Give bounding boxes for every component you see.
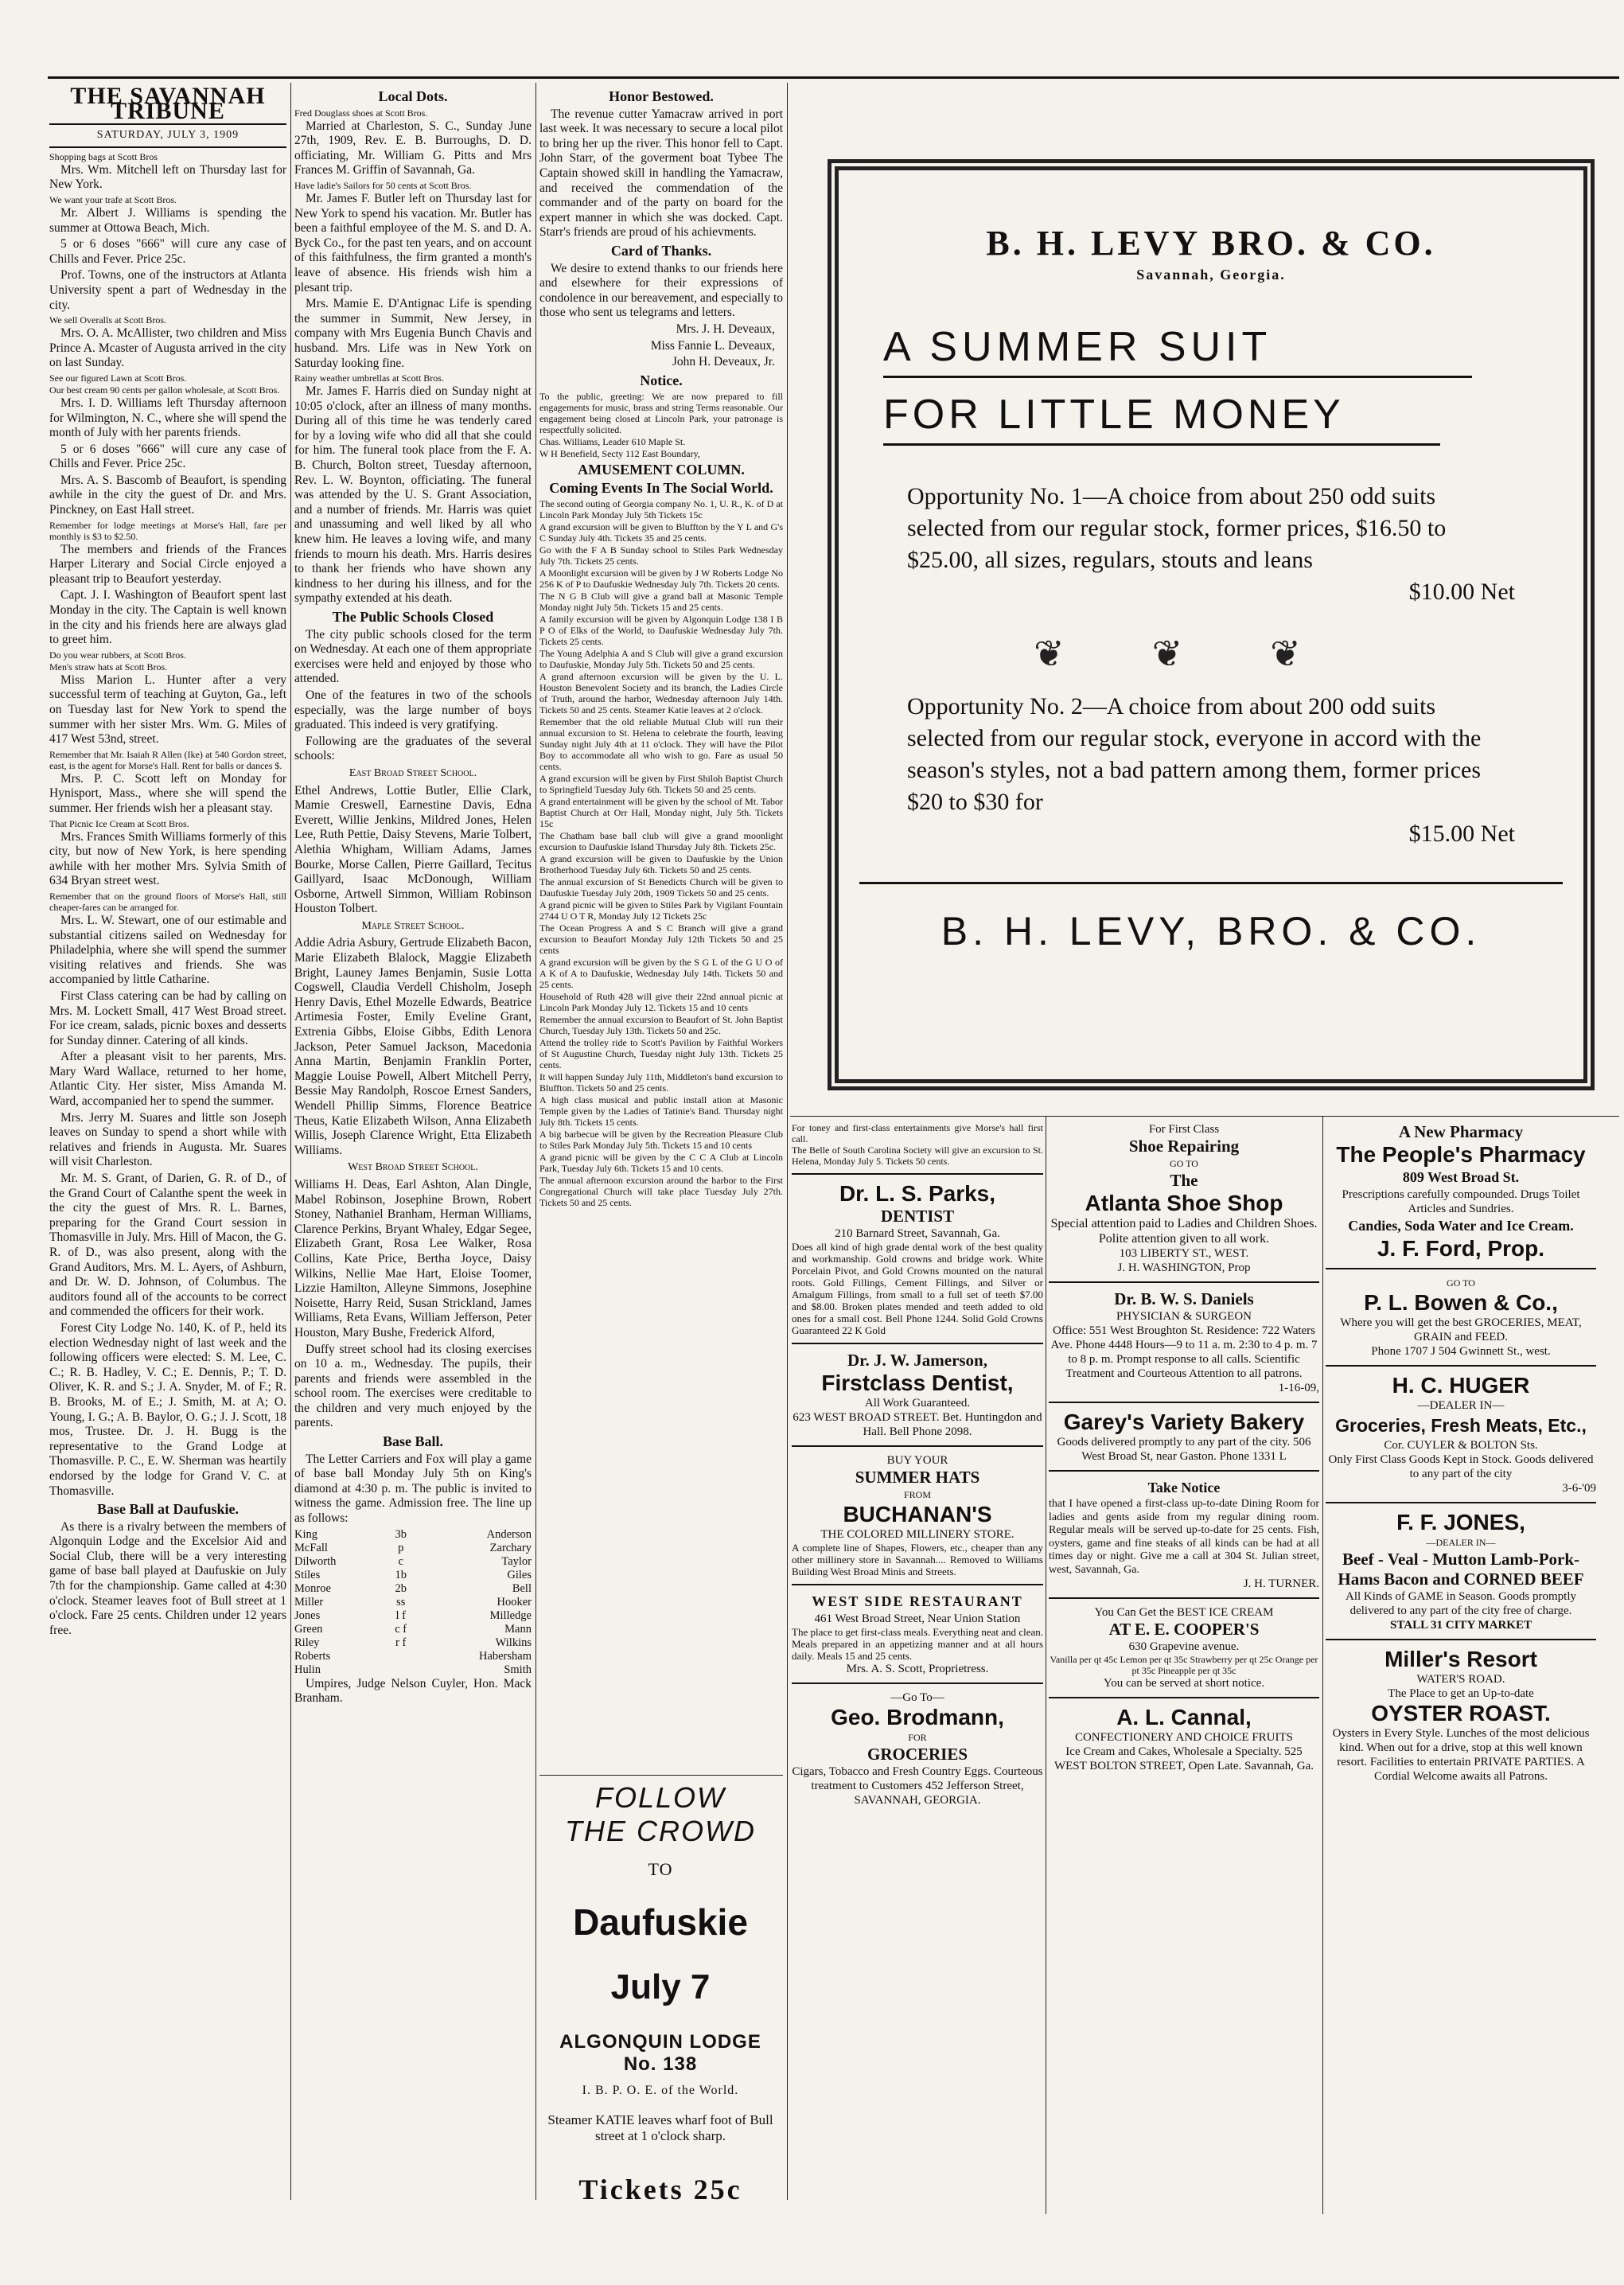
millers-body: Oysters in Every Style. Lunches of the most delicious kind. When out for a drive, stop at this well known resort. Facilities to entertain PRIVATE PARTIES. A Cordial Welcome awaits all Patrons. [1332,1727,1590,1783]
jones-name: F. F. JONES, [1396,1510,1525,1534]
section-heading: AMUSEMENT COLUMN. [578,462,745,478]
article-paragraph: Mrs. O. A. McAllister, two children and Miss Prince A. Mcaster of Augusta arrived in the city on last Sunday. [49,326,286,370]
take-notice-title: Take Notice [1147,1480,1221,1495]
brodmann-body: Cigars, Tobacco and Fresh Country Eggs. Courteous treatment to Customers 452 Jefferson Street, SAVANNAH, GEORGIA. [792,1765,1043,1807]
section-heading: Card of Thanks. [610,242,712,259]
article-paragraph: Mrs. A. S. Bascomb of Beaufort, is spending awhile in the city the guest of Dr. and Mrs. Pinckney, on East Hall street. [49,473,286,517]
section-heading: Notice. [640,372,683,388]
notice-line: Attend the trolley ride to Scott's Pavilion by Faithful Workers of St Augustine Church, Tuesday night July 13th. Tickets 25 cents. [539,1037,783,1071]
notice-line: A grand excursion will be given by First Shiloh Baptist Church to Springfield Tuesday July 6th. Tickets 50 and 25 cents. [539,773,783,796]
lineup-cell: McFall [294,1541,328,1554]
article-paragraph: Mr. James F. Butler left on Thursday last for New York to spend his vacation. Mr. Butler has been a faithful employee of the M. S. and D. A. Byck Co., for the past ten years, and on account of this faithfulness, the firm granted a month's leave of absence. His friends wish him a plesant trip. [294,191,532,294]
article-paragraph: Mrs. Wm. Mitchell left on Thursday last for New York. [49,162,286,192]
article-paragraph: Mr. M. S. Grant, of Darien, G. R. of D., of the Grand Court of Calanthe spent the week in the city the guest of Mrs. R. L. Barnes, preparing for the Grand Court session in Thomasville in July. Mrs. Hill of Macon, the G. R. of D., was also present, along with the Grand Auditors, Mrs. M. L. Ayers, of Ashburn, and Dr. W. D. Johnson, of Columbus. The auditors found all of the accounts to be correct and commended the officers for their work. [49,1172,286,1319]
baseball-lineup-table [294,1528,532,1677]
article-paragraph: 5 or 6 doses "666" will cure any case of Chills and Fever. Price 25c. [49,442,286,471]
garey-bakery-body: Goods delivered promptly to any part of the city. 506 West Broad St, near Gaston. Phone 1331 L [1057,1436,1311,1463]
graduate-list: Ethel Andrews, Lottie Butler, Ellie Clark, Mamie Creswell, Earnestine Davis, Edna Everett, Willie Jenkins, Mildred Jones, Helen Lee, Ruth Pettie, Daisy Stevens, Marie Tolbert, Alethia Whigham, William Adams, James Bourke, Morse Callen, Pierre Gaillard, Tecitus Gaillyard, Isaac McDonough, William Osborne, Artwell Simmon, William Robinson Houston Tolbert. [294,783,532,916]
jones-line: —DEALER IN— [1426,1537,1496,1548]
article-paragraph: After a pleasant visit to her parents, Mrs. Mary Ward Wallace, returned to her home, Atlantic City. Her sister, Miss Amanda M. Ward, accompanied her to spend the summer. [49,1050,286,1109]
brodmann-name: Geo. Brodmann, [831,1705,1004,1729]
notice-line: Remember the annual excursion to Beaufort of St. John Baptist Church, Tuesday July 13th. Tickets 50 and 25c. [539,1014,783,1037]
lineup-cell [388,1663,414,1677]
notice-line: Rainy weather umbrellas at Scott Bros. [294,372,444,384]
buchanan-line: FROM [903,1489,931,1500]
parks-dentist-title: DENTIST [880,1207,955,1226]
article-paragraph: The revenue cutter Yamacraw arrived in port last week. It was necessary to secure a local pilot to bring her up the river. This honor fell to Capt. John Starr, of the goverment boat Tybee The Captain showed skill in handling the Yamacraw, and received the commendation of the commander and of the party on board for the expert manner in which she was docked. Capt. Starr's friends are proud of his achievments. [539,107,783,240]
cannal-line: CONFECTIONERY AND CHOICE FRUITS [1074,1731,1294,1744]
pharmacy-line: Candies, Soda Water and Ice Cream. [1348,1218,1574,1234]
lineup-cell: Riley [294,1636,320,1649]
follow-ad-line: TO [648,1859,673,1879]
ice-cream-line: You Can Get the BEST ICE CREAM [1094,1606,1274,1619]
column-1-body [49,151,286,1639]
buchanan-name: BUCHANAN'S [843,1502,992,1527]
levy-ad-content [859,191,1563,1059]
huger-name: H. C. HUGER [1392,1373,1530,1398]
article-paragraph: 5 or 6 doses "666" will cure any case of Chills and Fever. Price 25c. [49,237,286,266]
daniels-title: PHYSICIAN & SURGEON [1116,1310,1252,1323]
article-paragraph: Mrs. L. W. Stewart, one of our estimable and substantial citizens sailed on Wednesday for Philadelphia, where she will spend the summer visiting relatives and friends. She was accompanied by little Catharine. [49,913,286,987]
notice-line: A high class musical and public install ation at Masonic Temple given by the Ladies of Tatinie's Band. Thursday night July 8th. Tickets 15 cents. [539,1094,783,1129]
article-paragraph: We desire to extend thanks to our friends here and elsewhere for their expressions of condolence in our bereavement, and especially to those who sent us telegrams and letters. [539,261,783,320]
millers-line: The Place to get an Up-to-date [1388,1687,1534,1700]
section-heading: Local Dots. [378,88,448,104]
pharmacy-body: Prescriptions carefully compounded. Drugs Toilet Articles and Sundries. [1342,1188,1580,1215]
follow-ad-date: July 7 [610,1967,711,2006]
notice-line: Shopping bags at Scott Bros [49,150,158,162]
parks-dentist-address: 210 Barnard Street, Savannah, Ga. [835,1227,1000,1240]
lineup-cell: c [398,1554,403,1568]
signature-line: Miss Fannie L. Deveaux, [650,338,775,353]
bowen-line: GO TO [1447,1277,1475,1289]
bowen-address: Phone 1707 J 504 Gwinnett St., west. [1371,1345,1551,1358]
article-paragraph: Capt. J. I. Washington of Beaufort spent last Monday in the city. The Captain is well known in the city and his friends here are always glad to greet him. [49,588,286,647]
levy-ad-headline: FOR LITTLE MONEY [883,391,1440,446]
lineup-cell: 2b [395,1581,407,1595]
notice-line: Remember that the old reliable Mutual Club will run their annual excursion to St. Helena to celebrate the fourth, leaving Sunday night July 4th at 11 o'clock. They will have the Pilot Boy to accommodate all who wish to go. Fare as usual 50 cents. [539,716,783,773]
signature-line: Mrs. J. H. Deveaux, [676,322,775,336]
notice-line: That Picnic Ice Cream at Scott Bros. [49,817,189,829]
follow-the-crowd-ad [541,1781,780,2203]
notice-line: A grand picnic will be given to Stiles Park by Vigilant Fountain 2744 U O T R, Monday July 12 Tickets 25c [539,899,783,922]
take-notice-body: that I have opened a first-class up-to-date Dining Room for ladies and gents aside from my regular dining room. Regular meals will be served up-to-date for 25 cents. Fish, oysters, game and fine steaks of all kinds can be had at all times day or night. Give me a call at 304 St. Julian street, west, Savannah, Ga. [1049,1498,1319,1576]
jones-meats: Beef - Veal - Mutton Lamb-Pork-Hams Bacon and CORNED BEEF [1338,1550,1584,1589]
ads-top-rule [790,1116,1619,1117]
ads-column-5 [1049,1122,1319,2236]
section-heading: Base Ball at Daufuskie. [96,1501,240,1518]
shoe-body: Special attention paid to Ladies and Children Shoes. Polite attention given to all work. [1050,1217,1318,1246]
article-paragraph: First Class catering can be had by calling on Mrs. M. Lockett Small, 417 West Broad street. For ice cream, salads, picnic boxes and desserts for Sunday dinner. Catering of all kinds. [49,988,286,1047]
lineup-cell: p [398,1541,404,1554]
article-paragraph: Mrs. Jerry M. Suares and little son Joseph leaves on Sunday to spend a short while with relatives and friends in Augusta. Mr. Suares will visit Charleston. [49,1110,286,1169]
column-3 [539,86,783,1772]
notice-line: Have ladie's Sailors for 50 cents at Scott Bros. [294,179,472,191]
daniels-body: Office: 551 West Broughton St. Residence: 722 Waters Ave. Phone 4448 Hours—9 to 11 a. m. 2:30 to 4 p. m. 7 to 8 p. m. Prompt response to all calls. Scientific Treatment and Courteous Attention to all patrons. [1050,1324,1318,1380]
notice-line: The annual afternoon excursion around the harbor to the First Congregational Church will take place Tuesday July 27th. Tickets 50 and 25 cents. [539,1175,783,1209]
notice-line: We sell Overalls at Scott Bros. [49,314,167,326]
article-paragraph: The members and friends of the Frances Harper Literary and Social Circle enjoyed a pleasant trip to Beaufort yesterday. [49,542,286,586]
buchanan-headline: SUMMER HATS [855,1468,980,1487]
lineup-row [294,1555,532,1569]
column-rule [290,83,291,2200]
lineup-cell: Stiles [294,1568,321,1581]
shoe-line: The [1170,1171,1198,1190]
article-paragraph: The Letter Carriers and Fox will play a game of base ball Monday July 5th on King's diamond at 4:30 p. m. The public is invited to witness the game. Admission free. The line up as follows: [294,1452,532,1526]
levy-ad-price: $10.00 Net [1408,579,1515,605]
column-rule [787,83,788,2200]
notice-line: To the public, greeting: We are now prepared to fill engagements for music, brass and string Terms reasonable. Our engagement being closed at Lincoln Park, your patronage is respectfully solicited. [539,391,783,436]
school-heading: East Broad Street School. [349,766,477,779]
notice-line: Fred Douglass shoes at Scott Bros. [294,107,428,119]
article-paragraph: Mrs. Mamie E. D'Antignac Life is spending the summer in Summit, New Jersey, in company with Mrs Eugenia Bunch Chavis and husband. Mrs. Life was in New York on Saturday looking fine. [294,297,532,370]
article-paragraph: Duffy street school had its closing exercises on 10 a. m., Wednesday. The pupils, their parents and friends were assembled in the school room. The exercises were creditable to the children and very much enjoyed by the parents. [294,1342,532,1430]
notice-line: The Young Adelphia A and S Club will give a grand excursion to Daufuskie, Monday July 5th. Tickets 50 and 25 cents. [539,648,783,671]
huger-line: —DEALER IN— [1417,1399,1505,1412]
notice-line: Do you wear rubbers, at Scott Bros. [49,649,186,661]
lineup-cell: Taylor [501,1554,532,1568]
lineup-cell: Green [294,1622,323,1636]
bowen-name: P. L. Bowen & Co., [1364,1290,1558,1315]
notice-line: It will happen Sunday July 11th, Middleton's band excursion to Bluffton. Tickets 50 and 25 cents. [539,1071,783,1094]
follow-ad-line: FOLLOW [594,1781,726,1814]
baseball-umpires: Umpires, Judge Nelson Cuyler, Hon. Mack Branham. [294,1676,532,1706]
millers-resort-name: Miller's Resort [1384,1647,1537,1671]
lineup-row [294,1623,532,1636]
graduate-list: Addie Adria Asbury, Gertrude Elizabeth Bacon, Marie Elizabeth Blalock, Maggie Elizabeth Bright, Launey James Benjamin, Susie Lotta Cogswell, Claudia Verdell Chisholm, Joseph Henry Davis, Ethel Mozelle Edwards, Beatrice Artimesia Foster, Emily Eveline Grant, Extrenia Gibbs, Eloise Gibbs, Edith Lenora Jackson, Peter Samuel Jackson, Macedonia Anna Martin, Benjamin Franklin Porter, Maggie Louise Powell, Albert Mitchell Perry, Bessie May Randolph, Roscoe Ernest Sanders, Wendell Phillip Simms, Florence Beatrice Theus, Katie Elizabeth Wilson, Anna Elizabeth Willis, Joseph Clarence Wright, Etta Elizabeth Williams. [294,936,532,1157]
lineup-cell: Habersham [478,1649,532,1663]
levy-ad-city: Savannah, Georgia. [1136,267,1286,283]
bowen-body: Where you will get the best GROCERIES, MEAT, GRAIN and FEED. [1340,1316,1582,1343]
ad-divider [792,1343,1043,1344]
article-paragraph: One of the features in two of the schools especially, was the large number of boys graduated. This indeed is very gratifying. [294,688,532,732]
article-paragraph: Mrs. I. D. Williams left Thursday afternoon for Wilmington, N. C., where she will spend the month of July with her parents friends. [49,396,286,440]
lineup-cell: Wilkins [495,1636,532,1649]
lineup-cell: Giles [507,1568,532,1581]
cannal-body: Ice Cream and Cakes, Wholesale a Specialty. 525 WEST BOLTON STREET, Open Late. Savannah, Ga. [1053,1745,1314,1772]
levy-ad-signature: B. H. LEVY, BRO. & CO. [859,882,1563,954]
buchanan-line: BUY YOUR [886,1454,948,1467]
daniels-name: Dr. B. W. S. Daniels [1114,1289,1254,1308]
atlanta-shoe-shop-name: Atlanta Shoe Shop [1085,1191,1283,1215]
lineup-cell: ss [396,1595,406,1608]
notice-line: Go with the F A B Sunday school to Stiles Park Wednesday July 7th. Tickets 25 cents. [539,544,783,567]
follow-ad-destination: Daufuskie [573,1901,748,1943]
lineup-cell: Milledge [489,1608,532,1622]
shoe-proprietor: J. H. WASHINGTON, Prop [1117,1261,1251,1274]
school-heading: Maple Street School. [361,919,465,932]
notice-line: Men's straw hats at Scott Bros. [49,661,168,673]
section-heading: Base Ball. [382,1433,443,1450]
lineup-row [294,1569,532,1582]
ad-divider [1326,1639,1596,1640]
pharmacy-address: 809 West Broad St. [1402,1169,1520,1185]
levy-ad-opportunity-text: Opportunity No. 2—A choice from about 200 odd suits selected from our regular stock, everyone in accord with the season's styles, not a bad pattern among them, former prices $20 to $30 for [907,693,1482,815]
notice-line: Chas. Williams, Leader 610 Maple St. [539,436,686,448]
article-paragraph: Mrs. P. C. Scott left on Monday for Hynisport, Mass., where she will spend the summer. Her friends wish her a pleasant stay. [49,771,286,815]
ornament-icon: ❦❦❦ [1034,634,1388,674]
take-notice-signature: J. H. TURNER. [1243,1577,1319,1590]
lineup-cell: Anderson [486,1527,532,1541]
lineup-cell: Bell [512,1581,532,1595]
west-side-restaurant-title: WEST SIDE RESTAURANT [812,1593,1023,1609]
lineup-cell: Dilworth [294,1554,337,1568]
levy-bro-advertisement [828,159,1595,1090]
top-rule [48,76,1619,79]
article-paragraph: Mrs. Frances Smith Williams formerly of this city, but now of New York, is here spending awhile with her mother Mrs. Sylvia Smith of 634 Bryan street west. [49,829,286,888]
notice-line: Remember for lodge meetings at Morse's Hall, fare per monthly is $3 to $2.50. [49,519,286,542]
ads-column-4 [792,1122,1043,2236]
huger-body: Only First Class Goods Kept in Stock. Goods delivered to any part of the city [1328,1453,1594,1480]
article-paragraph: As there is a rivalry between the members of Algonquin Lodge and the Excelsior Aid and Social Club, there will be a very interesting game of base ball played at Daufuskie on July 7th for the championship. Game called at 4:30 o'clock. Steamer leaves foot of Bull street at 1 o'clock. Fare 25 cents. Children under 12 years free. [49,1519,286,1637]
west-side-restaurant-proprietor: Mrs. A. S. Scott, Proprietress. [846,1663,989,1675]
lineup-row [294,1596,532,1609]
section-heading: Coming Events In The Social World. [549,479,773,496]
article-paragraph: Miss Marion L. Hunter after a very successful term of teaching at Guyton, Ga., left on Tuesday last for New York to spend the summer with her sister Mrs. Wm. G. Miles of 417 West 53nd, street. [49,673,286,747]
ad-divider [1049,1597,1319,1599]
west-side-restaurant-body: The place to get first-class meals. Everything neat and clean. Meals prepared in an appetizing manner and at all hours daily. Meals 15 and 25 cents. [792,1626,1043,1662]
ad-divider [1049,1402,1319,1403]
notice-line: A big barbecue will be given by the Recreation Pleasure Club to Stiles Park Monday July 5th. Tickets 15 and 10 cents [539,1129,783,1152]
lineup-cell: Hooker [497,1595,532,1608]
column-2-body [294,89,532,1527]
levy-ad-price: $15.00 Net [1408,821,1515,847]
jamerson-dentist-subtitle: All Work Guaranteed. [864,1397,971,1410]
article-paragraph: Mr. James F. Harris died on Sunday night at 10:05 o'clock, after an illness of many months. During all of this time he was tenderly cared for by a loving wife who did all that she could for him. The funeral took place from the F. A. B. Church, Bolton street, Tuesday afternoon, Rev. L. W. Boynton, officiating. The funeral was attended by the U. S. Grant Association, and a number of friends. Mr. Harris was quiet and unassuming and well liked by all who knew him. He leaves a loving wife, and many friends to mourn his death. Mrs. Harris desires to thank her friends who have shown any kindness to her during his illness, and for the sympathy extended at his death. [294,384,532,606]
notice-line: The second outing of Georgia company No. 1, U. R., K. of D at Lincoln Park Monday July 5th Tickets 15c [539,498,783,521]
pharmacy-proprietor: J. F. Ford, Prop. [1377,1236,1544,1261]
notice-line: The N G B Club will give a grand ball at Masonic Temple Monday night July 5th. Tickets 15 and 25 cents. [539,591,783,614]
notice-line: A family excursion will be given by Algonquin Lodge 138 I B P O of Elks of the World, to Daufuskie Wednesday July 7th. Tickets 25 cents. [539,614,783,648]
school-heading: West Broad Street School. [348,1161,478,1174]
lineup-cell: l f [395,1608,406,1622]
ad-divider [792,1683,1043,1684]
cooper-ice-cream-name: AT E. E. COOPER'S [1108,1620,1260,1639]
lineup-cell [388,1650,414,1663]
levy-ad-opportunity-1 [907,481,1515,608]
levy-ad-firm-name: B. H. LEVY BRO. & CO. [986,224,1436,263]
lineup-row [294,1650,532,1663]
column-1 [49,86,286,2203]
parks-dentist-body: Does all kind of high grade dental work of the best quality and workmanship. Gold crowns and bridge work. White Porcelain Pivot, and Gold Crowns mounted on the natural roots. Gold Fillings, Cement Fillings, and Silver or Amalgum Fillings, from small to a full set of teeth $7.00 and $8.00. Broken plates mended and teeth added to old ones for a small cost. Bell Phone 1244. Solid Gold Crowns Guaranteed 22 K Gold [792,1241,1043,1336]
huger-groceries: Groceries, Fresh Meats, Etc., [1335,1415,1587,1436]
lineup-cell: Hulin [294,1663,321,1676]
notice-line: We want your trafe at Scott Bros. [49,193,177,205]
jamerson-dentist-title: Firstclass Dentist, [821,1371,1014,1395]
levy-ad-opportunity-2 [907,691,1515,850]
section-heading: The Public Schools Closed [332,609,494,625]
notice-line: W H Benefield, Secty 112 East Boundary, [539,448,700,460]
notice-line: Remember that Mr. Isaiah R Allen (Ike) at 540 Gordon street, east, is the agent for Morse's Hall. Rent for balls or dances $. [49,748,286,771]
pharmacy-line: A New Pharmacy [1398,1122,1524,1141]
levy-ad-price-row [907,818,1515,850]
jamerson-dentist-address: 623 WEST BROAD STREET. Bet. Huntingdon and Hall. Bell Phone 2098. [793,1411,1042,1438]
cooper-address: 630 Grapevine avenue. [1128,1640,1240,1653]
parks-dentist-name: Dr. L. S. Parks, [839,1181,996,1206]
lineup-cell: 3b [395,1527,407,1541]
ad-divider [792,1173,1043,1175]
notice-text: For toney and first-class entertainments give Morse's hall first call. [792,1122,1043,1144]
lineup-cell: 1b [395,1568,407,1581]
daniels-date: 1-16-09, [1278,1382,1319,1394]
ad-divider [1326,1365,1596,1367]
buchanan-line: THE COLORED MILLINERY STORE. [820,1528,1015,1541]
ad-divider [1326,1268,1596,1269]
lineup-cell: Zarchary [489,1541,532,1554]
lineup-cell: Smith [504,1663,532,1676]
lineup-cell: Jones [294,1608,321,1622]
notice-line: Household of Ruth 428 will give their 22nd annual picnic at Lincoln Park Monday July 12. Tickets 15 and 10 cents [539,991,783,1014]
article-paragraph: Forest City Lodge No. 140, K. of P., held its election Wednesday night of last week and the following officers were elected: S. M. Lee, C. C.; R. B. Hadley, V. C.; E. Dennis, P.; T. D. Oliver, K. R. and S.; J. A. Snyder, M. of F.; R. B. Brooks, M. of E.; J. Smith, M. at A; O. Young, I. G.; A. B. Baylor, O. G.; J. J. Scott, 18 mos, Trustee. Dr. J. H. Bugg is the representative to the Grand Lodge at Thomasville. P. C., E. W. Sherman was heartily endorsed by the lodge for Grand V. C. at Thomasville. [49,1320,286,1498]
notice-text: The Belle of South Carolina Society will give an excursion to St. Helena, Monday July 5. Tickets 50 cents. [792,1144,1043,1167]
notice-line: The Ocean Progress A and S C Branch will give a grand excursion to Beaufort Monday July 12th Tickets 50 and 25 cents [539,922,783,957]
notice-line: A grand entertainment will be given by the school of Mt. Tabor Baptist Church at Orr Hall, Monday night, July 5th. Tickets 15c [539,796,783,830]
lineup-row [294,1663,532,1677]
lineup-row [294,1528,532,1542]
masthead-title: THE SAVANNAH TRIBUNE [49,86,286,125]
lineup-cell: c f [395,1622,407,1636]
notice-line: A grand excursion will be given by the S G L of the G U O of A K of A to Daufuskie, Wednesday July 14th. Tickets 50 and 25 cents. [539,957,783,991]
levy-ad-price-row [907,576,1515,608]
ad-divider [1049,1281,1319,1283]
levy-ad-opportunity-text: Opportunity No. 1—A choice from about 250 odd suits selected from our regular stock, former prices, $16.50 to $25.00, all sizes, regulars, stouts and leans [907,483,1447,573]
follow-ad-line: Steamer KATIE leaves wharf foot of Bull street at 1 o'clock sharp. [547,2112,773,2143]
lineup-cell: r f [395,1636,407,1649]
brodmann-line: FOR [908,1732,927,1743]
notice-line: A grand excursion will be given to Bluffton by the Y L and G's C Sunday July 4th. Tickets 35 and 25 cents. [539,521,783,544]
notice-line: A grand excursion will be given to Daufuskie by the Union Brotherhood Tuesday July 6th. Tickets 50 and 25 cents. [539,853,783,876]
lineup-cell: Mann [504,1622,532,1636]
notice-line: A grand afternoon excursion will be given by the U. L. Houston Benevolent Society and its branch, the Ladies Circle of Truth, around the harbor, Wednesday afternoon July 14th. Tickets 50 and 25 cents. Steamer Katie leaves at 2 o'clock. [539,671,783,716]
article-paragraph: Mr. Albert J. Williams is spending the summer at Ottowa Beach, Mich. [49,205,286,235]
ad-divider [792,1445,1043,1447]
peoples-pharmacy-name: The People's Pharmacy [1336,1142,1586,1167]
jamerson-dentist-name: Dr. J. W. Jamerson, [847,1351,987,1370]
huger-address: Cor. CUYLER & BOLTON Sts. [1384,1439,1538,1452]
article-paragraph: Prof. Towns, one of the instructors at Atlanta University spent a part of Wednesday in the city. [49,268,286,312]
jones-stall: STALL 31 CITY MARKET [1390,1619,1532,1632]
ad-divider [1049,1697,1319,1698]
section-heading: Honor Bestowed. [609,88,714,104]
column-3-body [539,89,783,1208]
lineup-row [294,1582,532,1596]
graduate-list: Williams H. Deas, Earl Ashton, Alan Dingle, Mabel Robinson, Josephine Brown, Robert Stoney, Nathaniel Branham, Herman Williams, Clarence Perkins, Bryant Whaley, Edgar Segee, Elizabeth Grant, Rosa Lee Walker, Rosa Collins, Kate Price, Bertha Joyce, Daisy Wilkins, Nellie Mae Hart, Eloise Toomer, Lizzie Hamilton, Alleyne Simmons, Josephine Noisette, Harry Reid, Susan Strickland, James Williams, Reta Evans, William Jefferson, Peter Houston, Mary Bushe, Frederick Alford, [294,1177,532,1339]
west-side-restaurant-address: 461 West Broad Street, Near Union Station [814,1612,1021,1625]
notice-line: Remember that on the ground floors of Morse's Hall, still cheaper-fares can be arranged for. [49,890,286,913]
ads-column-6 [1326,1122,1596,2236]
lineup-cell: Roberts [294,1649,331,1663]
signature-line: John H. Deveaux, Jr. [672,355,775,369]
brodmann-groceries: GROCERIES [867,1745,968,1764]
ad-divider [1049,1470,1319,1472]
article-paragraph: Married at Charleston, S. C., Sunday June 27th, 1909, Rev. E. B. Burroughs, D. D. officiating, Mr. William G. Pitts and Mrs Frances M. Griffin of Savannah, Ga. [294,119,532,177]
lineup-row [294,1609,532,1623]
ad-divider [792,1584,1043,1585]
notice-line: A grand picnic will be given by the C C A Club at Lincoln Park, Tuesday July 6th. Tickets 15 and 10 cents. [539,1152,783,1175]
shoe-repair-headline: Shoe Repairing [1128,1137,1240,1156]
oyster-roast: OYSTER ROAST. [1371,1701,1551,1725]
lineup-row [294,1636,532,1650]
follow-ad-line: I. B. P. O. E. of the World. [582,2084,739,2097]
notice-line: Our best cream 90 cents per gallon wholesale, at Scott Bros. [49,384,280,396]
garey-bakery-name: Garey's Variety Bakery [1063,1410,1305,1434]
notice-line: The Chatham base ball club will give a grand moonlight excursion to Daufuskie Island Thursday July 8th. Tickets 25c. [539,830,783,853]
lineup-cell: Miller [294,1595,324,1608]
ad-divider [1326,1502,1596,1503]
column-rule [1322,1116,1323,2214]
column-2 [294,86,532,2203]
notice-line: The annual excursion of St Benedicts Church will be given to Daufuskie Tuesday July 20th, 1909 Tickets 50 and 25 cents. [539,876,783,899]
follow-ad-line: THE CROWD [565,1815,756,1847]
lineup-cell: King [294,1527,317,1541]
jones-body: All Kinds of GAME in Season. Goods promptly delivered to any part of the city free of charge. [1346,1590,1576,1617]
follow-ad-tickets: Tickets 25c [578,2174,742,2205]
huger-date: 3-6-'09 [1562,1482,1596,1495]
follow-ad-lodge: ALGONQUIN LODGE No. 138 [559,2031,761,2075]
lineup-row [294,1542,532,1555]
cooper-prices: Vanilla per qt 45c Lemon per qt 35c Strawberry per qt 25c Orange per pt 35c Pineapple per qt 35c [1050,1654,1318,1676]
shoe-address: 103 LIBERTY ST., WEST. [1119,1247,1249,1260]
millers-line: WATER'S ROAD. [1416,1673,1505,1686]
cannal-name: A. L. Cannal, [1116,1705,1252,1729]
article-paragraph: The city public schools closed for the term on Wednesday. At each one of them appropriate exercises were held and enjoyed by those who attended. [294,627,532,686]
shoe-line: For First Class [1148,1123,1220,1136]
follow-ad-rule [539,1775,783,1776]
notice-line: A Moonlight excursion will be given by J W Roberts Lodge No 256 K of P to Daufuskie Wednesday July 7th. Tickets 20 cents. [539,567,783,591]
levy-ad-headline: A SUMMER SUIT [883,323,1472,378]
brodmann-line: —Go To— [890,1691,944,1704]
column-rule [535,83,536,2200]
cooper-service: You can be served at short notice. [1103,1677,1265,1690]
notice-line: See our figured Lawn at Scott Bros. [49,372,187,384]
lineup-cell: Monroe [294,1581,331,1595]
shoe-line: GO TO [1170,1158,1198,1169]
article-paragraph: Following are the graduates of the several schools: [294,734,532,763]
buchanan-body: A complete line of Shapes, Flowers, etc., cheaper than any other millinery store in Savannah.... Removed to Williams Building West Broad Minis and Streets. [792,1542,1043,1577]
masthead-date: SATURDAY, JULY 3, 1909 [49,128,286,148]
